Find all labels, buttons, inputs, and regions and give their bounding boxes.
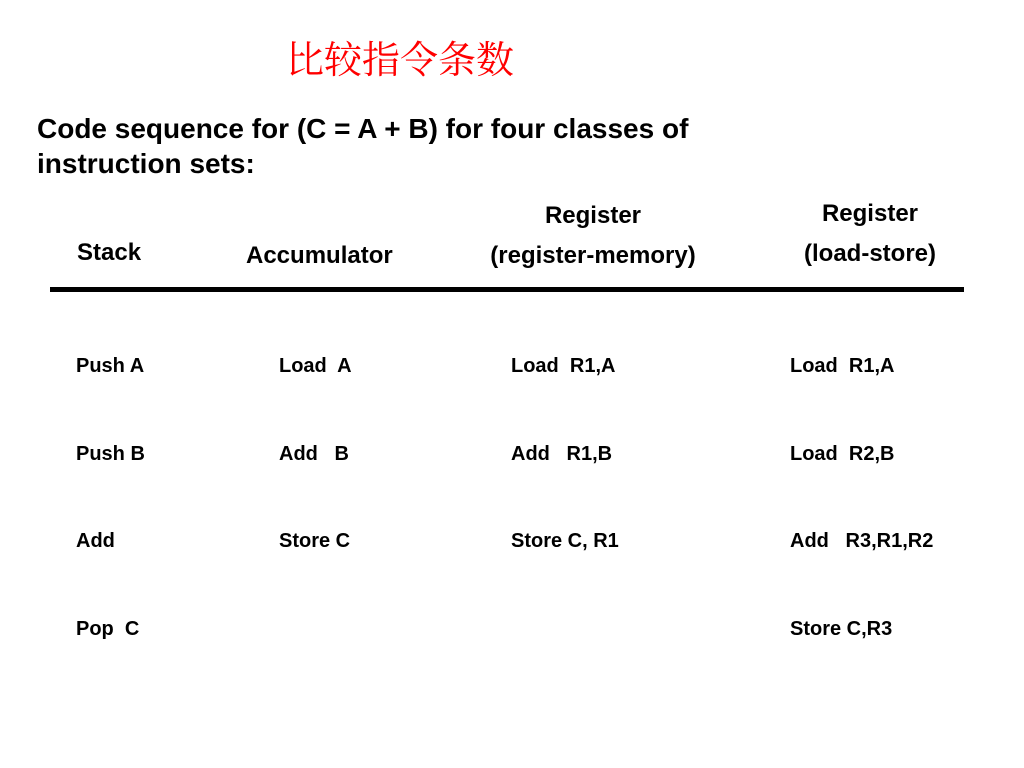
code-line: Store C, R1 [511,530,619,552]
column-header-line: Stack [77,239,142,266]
code-line: Load R1,A [511,355,616,377]
code-line: Load R2,B [790,442,895,465]
code-line: Pop C [76,617,140,640]
code-line: Add R1,B [511,442,613,465]
column-header-line: Register [821,200,919,227]
code-column-accumulator [279,305,352,591]
code-column-stack [76,305,145,678]
column-header-stack [77,233,141,273]
column-header-line: (register-memory) [490,242,696,269]
code-line: Push A [76,355,145,377]
code-line: Add [76,530,115,552]
code-column-load-store [790,305,933,678]
column-header-line: (load-store) [804,240,936,267]
code-line: Load A [279,355,352,377]
code-line: Store C,R3 [790,617,893,640]
column-header-line: Register [544,202,642,229]
column-header-line: Accumulator [246,242,393,269]
header-divider [50,287,964,292]
code-line: Add B [279,442,349,465]
code-line: Push B [76,442,145,465]
slide-title: 比较指令条数 [286,38,515,82]
code-line: Add R3,R1,R2 [790,530,934,552]
column-header-load-store [790,194,950,274]
column-header-register-memory [471,196,715,276]
slide-subtitle: Code sequence for (C = A + B) for four classes of instruction sets: [37,113,689,179]
code-column-register-memory [511,305,619,591]
code-line: Load R1,A [790,355,895,377]
code-line: Store C [279,530,351,552]
column-header-accumulator [246,236,393,276]
